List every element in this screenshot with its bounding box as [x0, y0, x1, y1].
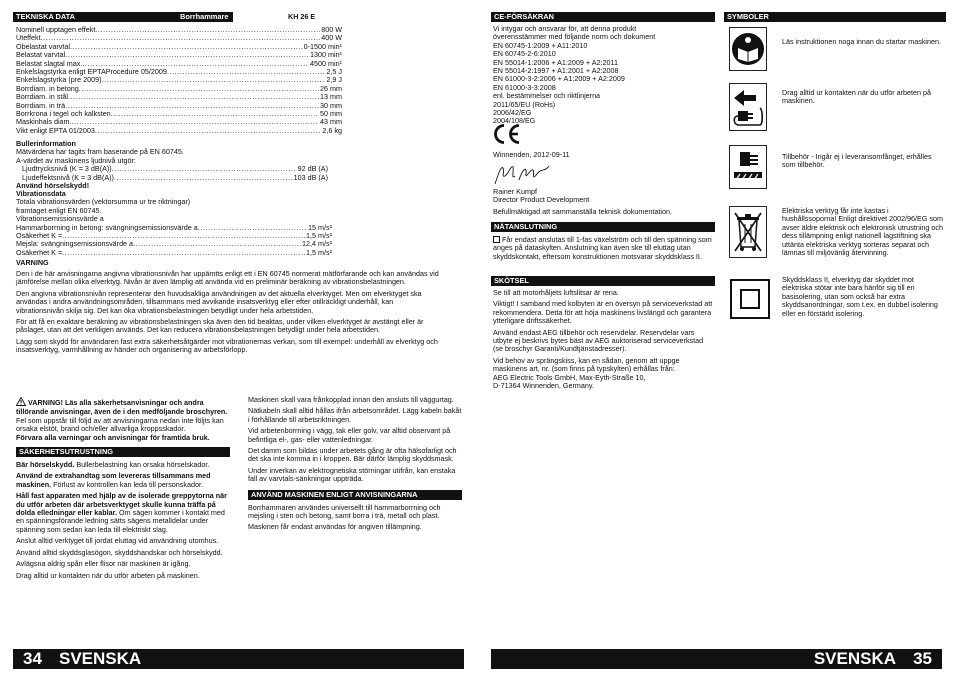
accessory-icon	[729, 145, 767, 189]
noise-value: 92 dB (A)	[297, 165, 328, 174]
mains-text: Får endast anslutas till 1-fas växelström och till den spänning som anges på dataskylten. Anslutning kan även ske till eluttag utan skyddskontakt, eftersom konstruktionen motsvarar skyddsklass II.	[493, 235, 712, 261]
product-name: Borrhammare	[180, 12, 229, 21]
ce-line: EN 55014-1:2006 + A1:2009 + A2:2011	[493, 57, 618, 67]
noise-label: Ljudeffektsnivå (K = 3 dB(A))	[22, 173, 114, 182]
usage-para-5: Under inverkan av elektrognetiska störningar utifrån, kan enstaka fall av varvtals-sänkningar uppträda.	[248, 465, 456, 484]
spec-value: 0-1500 min¹	[303, 42, 342, 51]
safety-item-3	[16, 492, 230, 534]
model-number: KH 26 E	[288, 12, 316, 21]
dot-leader	[133, 240, 301, 248]
spec-value: 13 mm	[320, 93, 342, 102]
tech-data-title: TEKNISKA DATA	[16, 12, 75, 21]
vibration-line-1: Totala vibrationsvärden (vektorsumma ur tre riktningar)	[16, 197, 191, 207]
vibration-row	[16, 249, 332, 257]
spec-row	[16, 118, 342, 126]
vibration-line-3: Vibrationsemissionsvärde a	[16, 214, 104, 224]
symbol-text-4: Elektriska verktyg får inte kastas i hushållssoporna! Enligt direktivet 2002/96/EG som avser äldre elektrisk och elektronisk utrustning och dess tillämpning enligt nationell lagstiftning ska uttänta elektriska verktyg sorteras separat och lämnas till miljövänlig återvinning.	[782, 206, 944, 258]
care-text-block	[493, 289, 713, 390]
spec-label: Vikt enligt EPTA 01/2003	[16, 126, 95, 135]
vibration-paragraphs	[16, 270, 442, 358]
safety-equipment-header	[16, 447, 230, 457]
spec-value: 2,9 J	[326, 76, 342, 85]
spec-value: 43 mm	[320, 118, 342, 127]
general-warning	[16, 397, 230, 442]
spec-value: 1300 min¹	[310, 51, 342, 60]
ce-line: EN 55014-2:1997 + A1:2001 + A2:2008	[493, 66, 619, 76]
left-language: SVENSKA	[59, 649, 142, 668]
ce-line: 2004/108/EG	[493, 116, 536, 126]
vibration-value: 15 m/s²	[308, 223, 332, 232]
intended-use-header	[248, 490, 462, 500]
spec-row	[16, 76, 342, 84]
spec-label: Nominell upptagen effekt	[16, 26, 96, 34]
spec-label: Borrdiam. in trä	[16, 101, 66, 110]
weee-bin-icon	[729, 206, 767, 258]
safety-item-3-text: Om sägen kommer i kontakt med en spänningsförande ledning sätts sägens metalldelar under spänning som sedan kan leda till elektriskt slag.	[16, 508, 225, 534]
noise-label: Ljudtrycksnivå (K = 3 dB(A))	[22, 165, 112, 174]
noise-line-2: A-värdet av maskinens ljudnivå utgör:	[16, 155, 136, 165]
dot-leader	[167, 68, 326, 76]
vibration-label: Hammarborrning in betong: svängningsemissionsvärde a	[16, 223, 198, 232]
dot-leader	[82, 60, 309, 68]
intended-use-title: ANVÄND MASKINEN ENLIGT ANVISNINGARNA	[251, 489, 418, 499]
care-address-2: D-71364 Winnenden, Germany.	[493, 381, 594, 391]
symbol-text-2: Drag alltid ur kontakten när du utför arbeten på maskinen.	[782, 88, 932, 106]
warning-bold: VARNING! Läs alla säkerhetsanvisningar och andra tillörande anvisningar, även de i den medföljande broschyren.	[16, 398, 228, 417]
vibration-value: 12,4 m/s²	[302, 240, 332, 249]
intended-use-1: Borrhammaren användes universellt till hammarborrning och mejsling i sten och betong, samt borra i trä, metall och plast.	[248, 502, 441, 521]
spec-row	[16, 127, 342, 135]
vibration-row	[16, 224, 332, 232]
spec-row	[16, 60, 342, 68]
mains-header	[491, 222, 715, 232]
unplug-icon	[729, 83, 767, 131]
dot-leader	[65, 51, 309, 59]
ce-line: EN 61000-3-3:2008	[493, 82, 556, 92]
tech-data-table	[16, 26, 342, 135]
dot-leader	[65, 102, 319, 110]
read-manual-icon	[729, 27, 767, 71]
safety-item-2-bold: Använd de extrahandtag som levereras tillsammans med maskinen.	[16, 471, 211, 489]
left-footer-bar	[13, 649, 464, 669]
symbols-title: SYMBOLER	[727, 12, 769, 21]
signatory-name: Rainer Kumpf	[493, 187, 537, 196]
warning-title: VARNING	[16, 258, 49, 268]
spec-label: Uteffekt	[16, 34, 41, 43]
symbol-text-1: Läs instruktionen noga innan du startar maskinen.	[782, 37, 942, 46]
safety-item-5: Använd alltid skyddsglasögon, skyddshandskar och hörselskydd.	[16, 547, 223, 557]
spec-value: 400 W	[321, 34, 342, 43]
spec-label: Maskinhals diam.	[16, 118, 72, 127]
dot-leader	[72, 118, 320, 126]
authorized-text: Befullmäktigad att sammanställa teknisk dokumentation.	[493, 207, 672, 216]
safety-item-4: Anslut alltid verktyget till jordat eluttag vid användning utomhus.	[16, 536, 219, 546]
signatory-title: Director Product Development	[493, 195, 590, 204]
hearing-protection-note: Använd hörselskydd!	[16, 181, 90, 191]
vibration-row	[16, 240, 332, 248]
vibration-label: Osäkerhet K =	[16, 248, 63, 257]
care-header	[491, 276, 715, 286]
safety-equipment-title: SÄKERHETSUTRUSTNING	[19, 447, 114, 457]
dot-leader	[112, 165, 297, 173]
spec-value: 50 mm	[320, 110, 342, 119]
care-para-1: Se till att motorhåljets luftslitsar är rena.	[493, 288, 619, 297]
spec-label: Belastat slagtal max.	[16, 59, 83, 68]
right-page-number: 35	[913, 649, 932, 668]
ce-declaration	[493, 25, 713, 126]
care-para-4: Vid behov av sprängskiss, kan en sådan, genom att uppge maskinens art, nr. (som finns på typskylten) erhållas från:	[493, 355, 680, 374]
right-footer-bar	[491, 649, 942, 669]
ce-mark-icon	[492, 123, 522, 147]
keep-instructions: Förvara alla varningar och anvisningar för framtida bruk.	[16, 432, 210, 442]
safety-item-1-text: Bullerbelastning kan orsaka hörselskador.	[74, 460, 210, 470]
dot-leader	[198, 224, 307, 232]
mains-title: NÄTANSLUTNING	[494, 222, 558, 231]
vibration-title: Vibrationsdata	[16, 189, 66, 198]
dot-leader	[62, 249, 305, 257]
vibration-line-2: framtaget enligt EN 60745.	[16, 205, 102, 215]
vibration-row	[16, 232, 332, 240]
symbol-text-5: Skyddsklass II, elverktyg där skyddet mot elektriska stötar inte bara hänför sig till en basisolering, utan som också har extra skyddsanordningar, som t.ex. en dubbel isolering eller en förstärkt isolering.	[782, 275, 938, 318]
ce-line: EN 61000-3-2:2006 + A1:2009 + A2:2009	[493, 74, 625, 84]
safety-item-1-bold: Bär hörselskydd.	[16, 460, 75, 470]
safety-column	[16, 397, 230, 583]
spec-value: 800 W	[321, 26, 342, 34]
vibration-table	[16, 224, 332, 258]
intended-use-2: Maskinen får endast användas för angiven tillämpning.	[248, 522, 422, 532]
ce-line: 2006/42/EG	[493, 108, 532, 118]
usage-para-3: Vid arbetenborrning i vägg, tak eller golv, var alltid observant på befintliga el-, gas- eller vattenledningar.	[248, 426, 451, 444]
spec-row	[16, 93, 342, 101]
spec-row	[16, 110, 342, 118]
dot-leader	[114, 174, 293, 182]
spec-label: Enkelslagstyrka (pre 2009)	[16, 76, 102, 85]
spec-value: 26 mm	[320, 84, 342, 93]
spec-row	[16, 43, 342, 51]
spec-row	[16, 34, 342, 42]
ce-line: EN 60745-2-6:2010	[493, 49, 556, 59]
safety-item-7: Drag alltid ur kontakten när du utför arbeten på maskinen.	[16, 570, 200, 580]
dot-leader	[79, 85, 319, 93]
vibration-section	[16, 190, 332, 268]
dot-leader	[95, 127, 322, 135]
spec-row	[16, 26, 342, 34]
dot-leader	[102, 76, 326, 84]
symbol-text-3: Tillbehör - Ingår ej i leveransomfånget, erhålles som tillbehör.	[782, 152, 932, 170]
care-title: SKÖTSEL	[494, 276, 529, 285]
noise-section	[16, 140, 328, 190]
care-para-3: Använd endast AEG tillbehör och reservdelar. Reservdelar vars utbyte ej beskrivs bytes bäst av AEG auktoriserad serviceverkstad (se broschyr Garanti/Kundtjänstadresser).	[493, 327, 704, 354]
usage-para-2: Nätkabeln skall alltid hållas ifrån arbetsområdet. Lägg kabeln bakåt i förhållande till arbetsriktningen.	[248, 406, 462, 424]
symbols-header	[724, 12, 946, 22]
spec-value: 30 mm	[320, 101, 342, 110]
vibration-value: 1,5 m/s²	[306, 248, 332, 257]
right-language: SVENSKA	[813, 649, 896, 668]
spec-label: Belastat varvtal	[16, 51, 66, 60]
ce-header	[491, 12, 715, 22]
ce-date: Winnenden, 2012-09-11	[493, 150, 570, 159]
spec-row	[16, 85, 342, 93]
safety-item-1	[16, 461, 230, 469]
safety-item-6: Avlägsna aldrig spån eller flisor när maskinen är igång.	[16, 559, 191, 569]
vibration-value: 1,5 m/s²	[306, 232, 332, 241]
warning-rest: Fel som uppstår till följd av att anvisningarna nedan inte följts kan orsaka elstöt, brand och/eller allvarliga kroppsskador.	[16, 415, 224, 434]
noise-title: Bullerinformation	[16, 139, 76, 148]
vibration-label: Mejsla: svängningsemissionsvärde a	[16, 240, 134, 249]
ce-line: 2011/65/EU (RoHs)	[493, 99, 556, 109]
safety-item-2-text: Förlust av kontrollen kan leda till personskador.	[51, 479, 203, 489]
vibration-paragraph: Den i de här anvisningarna angivna vibrationsnivån har uppämtts enligt ett i EN 60745 normerat mätförfarande och kan användas vid jämförelse mellan olika elverktyg. Nivån är även lämplig att använda vid en preliminär beräkning av vibrationsbelastningen.	[16, 269, 439, 287]
noise-value: 103 dB (A)	[293, 173, 328, 182]
care-address-1: AEG Electric Tools GmbH, Max-Eyth-Straße 10,	[493, 372, 646, 382]
ce-title: CE-FÖRSÄKRAN	[494, 12, 554, 21]
protection-class-ii-icon	[730, 279, 770, 319]
square-bullet-icon	[493, 236, 500, 243]
spec-row	[16, 68, 342, 76]
spec-value: 2,6 kg	[322, 126, 342, 135]
care-para-2: Viktigt! I samband med kolbyten är en översyn på serviceverkstad att rekommendera. Detta för att höja maskinens livslängd och garantera ytterligare driftssäkerhet.	[493, 299, 713, 326]
spec-label: Enkelslagstyrka enligt EPTAProcedure 05/2009	[16, 68, 167, 77]
vibration-paragraph: Den angivna vibrationsnivån representerar den huvudsakliga användningen av det aktuella elverktyget. Men om elverktyget ska användas i andra användningsområden, tillsammans med avvikande insatsverktyg eller efter otillräckligt underhåll, kan vibrationsnivån skilja sig. Det kan öka vibrationsbelastningen betydligt under hela arbetstiden.	[16, 288, 422, 315]
spec-row	[16, 102, 342, 110]
spec-label: Borrkrona i tegel och kalksten	[16, 110, 111, 119]
ce-line: Vi intygar och ansvarar för, att denna produkt	[493, 24, 637, 33]
left-page-number: 34	[23, 649, 42, 668]
usage-column	[248, 396, 464, 535]
safety-item-2	[16, 472, 230, 489]
noise-row	[22, 165, 328, 173]
noise-line-1: Mätvärdena har tagits fram baserande på EN 60745.	[16, 147, 184, 157]
safety-item-3-bold: Håll fast apparaten med hjälp av de isolerade greppytorna när du utför arbeten där arbetsverktyget skulle kunna träffa på dolda elledningar eller kablar.	[16, 491, 227, 518]
tech-data-header	[13, 12, 233, 22]
usage-para-4: Det damm som bildas under arbetets gång är ofta hälsofarligt och det ska inte komma in i kroppen. Bär därför lämplig skyddsmask.	[248, 446, 457, 464]
spec-row	[16, 51, 342, 59]
dot-leader	[41, 34, 321, 42]
dot-leader	[70, 43, 303, 51]
ce-line: överensstämmer med följande norm och dokument	[493, 32, 656, 42]
mains-text-block	[493, 236, 713, 261]
dot-leader	[95, 26, 320, 34]
vibration-paragraph: Lägg som skydd för användaren fast extra säkerhetsåtgärder mot vibrationernas verkan, som till exempel: underhåll av elverktyg och insatsverktyg, varmhållning av händer och organisering av arbetsförlopp.	[16, 336, 438, 355]
dot-leader	[111, 110, 319, 118]
spec-label: Borrdiam. in stål	[16, 93, 68, 102]
spec-value: 4500 min¹	[310, 59, 342, 68]
spec-label: Borrdiam. in betong	[16, 84, 79, 93]
spec-value: 2,5 J	[326, 68, 342, 77]
dot-leader	[68, 93, 319, 101]
usage-para-1: Maskinen skall vara frånkopplad innan den ansluts till väggurtag.	[248, 395, 454, 404]
spec-label: Obelastat varvtal	[16, 42, 70, 51]
vibration-label: Osäkerhet K =	[16, 232, 63, 241]
noise-table	[16, 165, 328, 182]
dot-leader	[62, 232, 305, 240]
vibration-paragraph: För att få en exaktare beräkning av vibrationsbelastningen ska även den tid beaktas, under vilken elverktyget är avstängt eller är påslaget, utan att det verkligen används. Det kan reducera vibrationsbelastningen betydligt under hela arbetstiden.	[16, 317, 424, 335]
ce-line: enl. bestämmelser och riktlinjerna	[493, 91, 601, 101]
ce-line: EN 60745-1:2009 + A11:2010	[493, 40, 588, 50]
